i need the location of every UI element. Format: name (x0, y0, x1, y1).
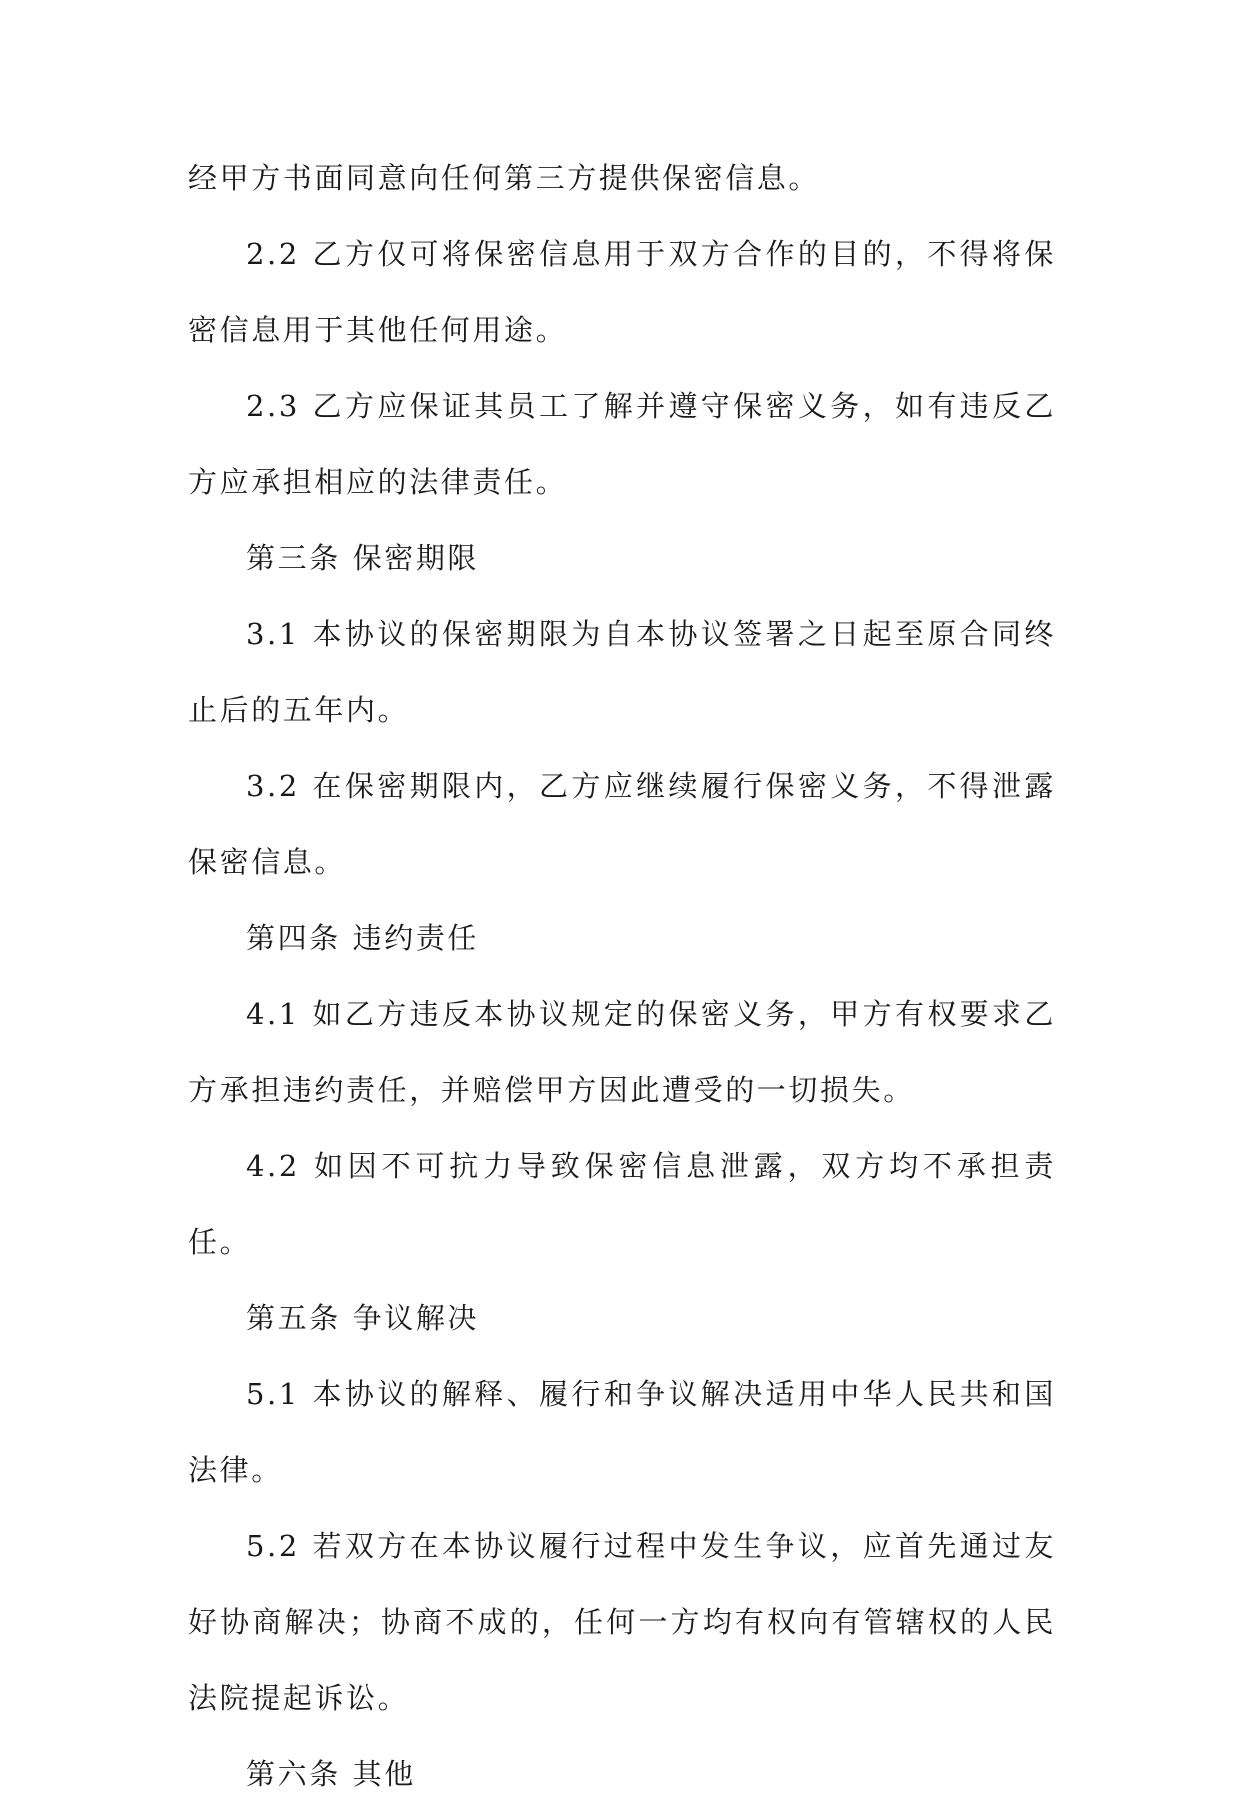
paragraph-continuation: 经甲方书面同意向任何第三方提供保密信息。 (188, 161, 821, 195)
clause-5-1: 5.1 本协议的解释、履行和争议解决适用中华人民共和国法律。 (188, 1377, 1056, 1487)
article-5-heading: 第五条 争议解决 (246, 1301, 480, 1335)
clause-2-3: 2.3 乙方应保证其员工了解并遵守保密义务，如有违反乙方应承担相应的法律责任。 (188, 389, 1056, 499)
article-6-heading: 第六条 其他 (246, 1757, 416, 1791)
clause-3-1: 3.1 本协议的保密期限为自本协议签署之日起至原合同终止后的五年内。 (188, 617, 1056, 727)
article-3-heading: 第三条 保密期限 (246, 541, 480, 575)
article-4-heading: 第四条 违约责任 (246, 921, 480, 955)
clause-4-2: 4.2 如因不可抗力导致保密信息泄露，双方均不承担责任。 (188, 1149, 1056, 1259)
clause-4-1: 4.1 如乙方违反本协议规定的保密义务，甲方有权要求乙方承担违约责任，并赔偿甲方因此遭受的一切损失。 (188, 997, 1056, 1107)
clause-2-2: 2.2 乙方仅可将保密信息用于双方合作的目的，不得将保密信息用于其他任何用途。 (188, 237, 1056, 347)
document-body (188, 140, 1056, 1812)
clause-5-2: 5.2 若双方在本协议履行过程中发生争议，应首先通过友好协商解决；协商不成的，任何一方均有权向有管辖权的人民法院提起诉讼。 (188, 1529, 1056, 1715)
clause-3-2: 3.2 在保密期限内，乙方应继续履行保密义务，不得泄露保密信息。 (188, 769, 1056, 879)
